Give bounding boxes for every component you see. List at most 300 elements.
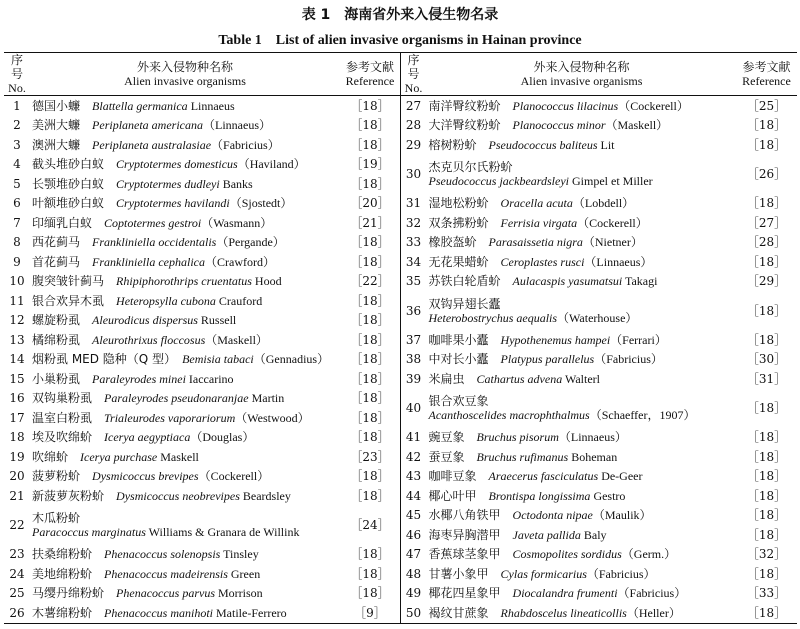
header-no-cn: 序号 — [407, 53, 420, 81]
row-number: 8 — [13, 235, 21, 250]
species-name — [427, 233, 737, 253]
species-latin-name: Rhipiphorothrips cruentatus — [116, 274, 252, 289]
table-row — [401, 330, 797, 350]
species-name — [427, 252, 737, 272]
reference-cell: ［25］ — [746, 98, 787, 113]
species-latin-name: Heteropsylla cubona — [116, 293, 216, 308]
species-cn-name: 木薯绵粉蚧 — [32, 605, 93, 620]
reference-cell: ［18］ — [746, 566, 787, 581]
species-cn-name: 扶桑绵粉蚧 — [32, 547, 93, 562]
reference-cell: ［18］ — [746, 527, 787, 542]
table-row — [401, 525, 797, 545]
table-row — [4, 506, 400, 545]
species-author: （Waterhouse） — [557, 310, 638, 325]
reference-cell: ［18］ — [350, 488, 390, 503]
table-title-en: Table 1 List of alien invasive organisms in Hainan province — [218, 33, 582, 48]
species-name — [30, 545, 340, 565]
species-cn-name: 腹突皱针蓟马 — [32, 274, 105, 289]
species-latin-name: Ceroplastes rusci — [500, 254, 585, 269]
species-author: （Linnaeus） — [203, 118, 272, 133]
row-number: 9 — [13, 254, 21, 269]
species-latin-name: Dysmicoccus brevipes — [92, 469, 199, 484]
table-row — [4, 486, 400, 506]
species-author: （Maulik） — [592, 508, 652, 523]
table-row — [401, 389, 797, 428]
row-number: 11 — [9, 293, 25, 308]
row-number: 40 — [405, 401, 422, 415]
species-author: （Westwood） — [235, 410, 310, 425]
reference-cell: ［18］ — [350, 586, 390, 601]
reference-cell: ［18］ — [746, 254, 787, 269]
header-ref-cn: 参考文献 — [345, 60, 394, 74]
species-cn-name: 豌豆象 — [428, 430, 465, 445]
name-line-1 — [429, 160, 735, 174]
reference-cell: ［18］ — [350, 118, 390, 133]
row-number: 49 — [405, 586, 422, 601]
species-cn-name: 温室白粉虱 — [32, 410, 93, 425]
reference-cell: ［18］ — [350, 547, 390, 562]
table-row — [401, 584, 797, 604]
table-row — [4, 603, 400, 623]
species-cn-name: 褐纹甘蔗象 — [428, 605, 489, 620]
species-cn-name: 西花蓟马 — [32, 235, 81, 250]
species-name — [30, 174, 340, 194]
species-latin-name: Cylas formicarius — [500, 566, 587, 581]
species-author: （Cockerell） — [577, 215, 648, 230]
species-author: Maskell — [157, 449, 199, 464]
table-row — [4, 350, 400, 370]
species-latin-name: Periplaneta australasiae — [92, 137, 212, 152]
reference-cell: ［18］ — [746, 118, 787, 133]
header-name — [427, 53, 737, 96]
reference-cell: ［18］ — [350, 332, 390, 347]
species-cn-name: 米扁虫 — [428, 371, 465, 386]
row-number: 44 — [405, 488, 422, 503]
reference-cell: ［18］ — [350, 313, 390, 328]
species-author: （Linnaeus） — [584, 254, 653, 269]
reference-cell: ［28］ — [746, 235, 787, 250]
row-number: 22 — [9, 518, 25, 532]
row-number: 30 — [405, 167, 422, 181]
reference-cell: ［18］ — [746, 449, 787, 464]
row-number: 1 — [13, 98, 21, 113]
row-number: 31 — [405, 196, 422, 211]
species-name — [427, 545, 737, 565]
species-cn-name: 中对长小蠹 — [428, 352, 489, 367]
species-name — [427, 447, 737, 467]
species-name — [427, 486, 737, 506]
left-half — [4, 52, 400, 624]
reference-cell: ［18］ — [746, 137, 787, 152]
species-cn-name: 美地绵粉蚧 — [32, 566, 93, 581]
species-latin-name: Oracella acuta — [500, 196, 573, 211]
reference-cell: ［9］ — [340, 603, 400, 623]
reference-cell: ［18］ — [350, 566, 390, 581]
species-cn-name: 无花果蜡蚧 — [428, 254, 489, 269]
species-cn-name: 长颚堆砂白蚁 — [32, 176, 105, 191]
name-line-1 — [32, 511, 338, 525]
table-row — [401, 155, 797, 194]
reference-cell: ［20］ — [350, 196, 390, 211]
row-number: 45 — [405, 508, 422, 523]
table-row — [401, 506, 797, 526]
species-author: （Cockerell） — [618, 98, 689, 113]
species-author: （Maskell） — [205, 332, 268, 347]
species-name — [30, 603, 340, 623]
reference-cell: ［18］ — [746, 469, 787, 484]
species-author: Gestro — [590, 488, 626, 503]
table-row — [4, 116, 400, 136]
table-row — [4, 96, 400, 116]
header-ref — [340, 53, 400, 96]
row-number: 33 — [405, 235, 422, 250]
species-author: （Nietner） — [582, 235, 643, 250]
name-line-2 — [429, 174, 735, 188]
species-latin-name: Cryptotermes domesticus — [116, 157, 238, 172]
species-cn-name: 银合欢豆象 — [428, 394, 489, 408]
row-number: 38 — [405, 352, 422, 367]
species-cn-name: 咖啡果小蠹 — [428, 332, 489, 347]
species-latin-name: Phenacoccus madeirensis — [104, 566, 228, 581]
reference-cell: ［30］ — [746, 352, 787, 367]
species-author: （Ferrari） — [610, 332, 667, 347]
species-name — [30, 564, 340, 584]
header-no — [401, 53, 427, 96]
species-latin-name: Platypus parallelus — [500, 352, 595, 367]
species-name — [427, 96, 737, 116]
header-ref-en: Reference — [742, 74, 791, 88]
species-cn-name: 首花蓟马 — [32, 254, 81, 269]
name-line-1 — [429, 394, 735, 408]
species-latin-name: Icerya aegyptiaca — [104, 430, 191, 445]
table-row — [401, 350, 797, 370]
species-name — [30, 389, 340, 409]
species-latin-name: Phenacoccus parvus — [116, 586, 216, 601]
species-author: Baly — [580, 527, 607, 542]
species-author: Iaccarino — [185, 371, 234, 386]
reference-cell: ［18］ — [350, 254, 390, 269]
name-line-2 — [429, 408, 735, 422]
species-author: Takagi — [622, 274, 658, 289]
table-row — [4, 233, 400, 253]
species-name — [30, 233, 340, 253]
row-number: 37 — [405, 332, 422, 347]
row-number: 23 — [9, 547, 25, 562]
table-row — [4, 155, 400, 175]
species-name — [427, 603, 737, 623]
species-cn-name: 大洋臀纹粉蚧 — [428, 118, 501, 133]
reference-cell: ［18］ — [746, 488, 787, 503]
species-cn-name: 印缅乳白蚁 — [32, 215, 93, 230]
row-number: 10 — [9, 274, 25, 289]
row-number: 29 — [405, 137, 422, 152]
species-author: Walterl — [562, 371, 601, 386]
species-cn-name: 马缨丹绵粉蚧 — [32, 586, 105, 601]
species-latin-name: Araecerus fasciculatus — [488, 469, 599, 484]
species-name — [30, 116, 340, 136]
header-name-cn: 外来入侵物种名称 — [136, 60, 233, 74]
reference-cell: ［19］ — [350, 157, 390, 172]
species-latin-name: Hypothenemus hampei — [500, 332, 611, 347]
row-number: 35 — [405, 274, 422, 289]
reference-cell: ［18］ — [350, 430, 390, 445]
species-author: Martin — [248, 391, 285, 406]
table-row — [4, 584, 400, 604]
species-cn-name: 澳洲大蠊 — [32, 137, 81, 152]
reference-cell: ［18］ — [350, 352, 390, 367]
row-number: 20 — [9, 469, 25, 484]
table-row — [401, 447, 797, 467]
name-line-2 — [429, 311, 735, 325]
species-name — [30, 447, 340, 467]
reference-cell: ［18］ — [746, 196, 787, 211]
species-author: （Crawford） — [205, 254, 275, 269]
right-body — [401, 96, 797, 624]
species-name — [427, 525, 737, 545]
species-latin-name: Bemisia tabaci — [182, 352, 254, 367]
row-number: 48 — [405, 566, 422, 581]
reference-cell: ［18］ — [746, 332, 787, 347]
species-name — [427, 369, 737, 389]
species-latin-name: Pseudococcus baliteus — [488, 137, 598, 152]
species-name — [30, 272, 340, 292]
table-row — [4, 408, 400, 428]
species-cn-name: 截头堆砂白蚁 — [32, 157, 105, 172]
species-latin-name: Diocalandra frumenti — [512, 586, 618, 601]
row-number: 3 — [13, 137, 21, 152]
species-author: （Linnaeus） — [558, 430, 627, 445]
species-name — [30, 291, 340, 311]
species-latin-name: Cryptotermes havilandi — [116, 196, 230, 211]
species-cn-name: 双条拂粉蚧 — [428, 215, 489, 230]
species-latin-name: Cathartus advena — [476, 371, 563, 386]
row-number: 16 — [9, 391, 25, 406]
species-latin-name: Aleurodicus dispersus — [92, 313, 198, 328]
species-latin-name: Javeta pallida — [512, 527, 581, 542]
species-latin-name: Frankliniella cephalica — [92, 254, 205, 269]
header-ref — [737, 53, 797, 96]
species-latin-name: Paracoccus marginatus — [32, 525, 146, 539]
species-latin-name: Dysmicoccus neobrevipes — [116, 488, 240, 503]
row-number: 41 — [405, 430, 422, 445]
name-line-2 — [32, 525, 338, 539]
species-author: Boheman — [568, 449, 618, 464]
header-ref-en: Reference — [345, 74, 395, 88]
species-cn-name: 苏铁白轮盾蚧 — [428, 274, 501, 289]
species-author: （Fabricius） — [617, 586, 687, 601]
species-author: （Wasmann） — [201, 215, 273, 230]
row-number: 4 — [13, 157, 21, 172]
species-name — [427, 291, 737, 330]
table-row — [401, 545, 797, 565]
table-title-cn: 表 1 海南省外来入侵生物名录 — [301, 7, 499, 23]
species-name — [427, 350, 737, 370]
species-author: Morrison — [215, 586, 263, 601]
table-row — [401, 135, 797, 155]
species-latin-name: Periplaneta americana — [92, 118, 204, 133]
reference-cell: ［33］ — [746, 586, 787, 601]
reference-cell: ［18］ — [350, 137, 390, 152]
header-row — [401, 53, 797, 96]
species-name — [427, 506, 737, 526]
species-author: Beardsley — [239, 488, 291, 503]
species-name — [427, 213, 737, 233]
species-name — [30, 467, 340, 487]
species-cn-name: 蚕豆象 — [428, 449, 465, 464]
row-number: 25 — [9, 586, 25, 601]
species-cn-name: 椰心叶甲 — [428, 488, 477, 503]
reference-cell: ［18］ — [746, 401, 787, 415]
table-row — [401, 486, 797, 506]
species-name — [427, 116, 737, 136]
header-name-cn: 外来入侵物种名称 — [533, 60, 630, 74]
species-author: （Pergande） — [216, 235, 285, 250]
species-name — [30, 213, 340, 233]
row-number: 15 — [9, 371, 25, 386]
header-no-en: No. — [404, 81, 423, 95]
row-number: 43 — [405, 469, 422, 484]
left-subtable — [4, 52, 400, 624]
species-name — [427, 330, 737, 350]
reference-cell: ［18］ — [737, 603, 797, 623]
table-row — [4, 428, 400, 448]
species-author: Gimpel et Miller — [569, 174, 653, 188]
species-latin-name: Paraleyrodes pseudonaranjae — [104, 391, 249, 406]
species-name — [427, 428, 737, 448]
species-author: （Schaeffer，1907） — [589, 408, 696, 422]
species-author: （Maskell） — [605, 118, 669, 133]
species-author: Tinsley — [220, 547, 259, 562]
species-cn-name: 银合欢异木虱 — [32, 293, 105, 308]
header-row — [4, 53, 400, 96]
table-row — [4, 291, 400, 311]
table-row — [401, 291, 797, 330]
species-latin-name: Pseudococcus jackbeardsleyi — [428, 174, 570, 188]
row-number: 19 — [9, 449, 25, 464]
header-no — [4, 53, 30, 96]
row-number: 12 — [9, 313, 25, 328]
row-number: 17 — [9, 410, 25, 425]
row-number: 5 — [13, 176, 21, 191]
reference-cell: ［32］ — [746, 547, 787, 562]
row-number: 39 — [405, 371, 422, 386]
row-number: 14 — [9, 352, 25, 367]
species-author: （Fabricius） — [594, 352, 663, 367]
species-latin-name: Rhabdoscelus lineaticollis — [500, 605, 627, 620]
species-latin-name: Parasaissetia nigra — [488, 235, 583, 250]
species-author: Hood — [251, 274, 282, 289]
species-author: Lit — [597, 137, 615, 152]
species-author: （Germ.） — [621, 547, 677, 562]
species-cn-name: 甘薯小象甲 — [428, 566, 489, 581]
table-row — [4, 213, 400, 233]
species-latin-name: Aleurothrixus floccosus — [92, 332, 206, 347]
species-latin-name: Trialeurodes vaporariorum — [104, 410, 236, 425]
reference-cell: ［26］ — [746, 167, 787, 181]
species-author: （Douglas） — [190, 430, 255, 445]
reference-cell: ［22］ — [350, 274, 390, 289]
table-row — [401, 233, 797, 253]
species-author: Linnaeus — [187, 98, 235, 113]
species-cn-name: 橘绵粉虱 — [32, 332, 81, 347]
species-name — [30, 584, 340, 604]
species-cn-name: 南洋臀纹粉蚧 — [428, 98, 501, 113]
reference-cell: ［18］ — [350, 98, 390, 113]
table-row — [401, 564, 797, 584]
table-row — [401, 252, 797, 272]
row-number: 32 — [405, 215, 422, 230]
species-cn-name: 菠萝粉蚧 — [32, 469, 81, 484]
species-name — [30, 428, 340, 448]
species-cn-name: 湿地松粉蚧 — [428, 196, 489, 211]
reference-cell: ［18］ — [350, 176, 390, 191]
table-row — [401, 428, 797, 448]
row-number: 18 — [9, 430, 25, 445]
species-latin-name: Planococcus lilacinus — [512, 98, 619, 113]
row-number: 24 — [9, 566, 25, 581]
species-name — [427, 135, 737, 155]
species-name — [427, 389, 737, 428]
header-name-en: Alien invasive organisms — [520, 74, 643, 88]
row-number: 27 — [405, 98, 422, 113]
reference-cell: ［21］ — [350, 215, 390, 230]
species-latin-name: Icerya purchase — [80, 449, 158, 464]
species-latin-name: Paraleyrodes minei — [92, 371, 186, 386]
species-name — [30, 155, 340, 175]
table-row — [4, 194, 400, 214]
row-number: 7 — [13, 215, 21, 230]
species-author: Russell — [197, 313, 237, 328]
species-cn-name: 美洲大蠊 — [32, 118, 81, 133]
species-cn-name: 椰花四星象甲 — [428, 586, 501, 601]
reference-cell: ［18］ — [350, 293, 390, 308]
species-name — [30, 96, 340, 116]
table-row — [4, 272, 400, 292]
table-row — [4, 389, 400, 409]
species-name — [427, 584, 737, 604]
table-row — [4, 135, 400, 155]
reference-cell: ［18］ — [746, 430, 787, 445]
species-latin-name: Ferrisia virgata — [500, 215, 578, 230]
species-author: （Fabricius） — [211, 137, 280, 152]
species-latin-name: Aulacaspis yasumatsui — [512, 274, 623, 289]
table-row — [4, 467, 400, 487]
header-ref-cn: 参考文献 — [742, 60, 791, 74]
reference-cell: ［18］ — [350, 235, 390, 250]
species-cn-name: 埃及吹绵蚧 — [32, 430, 93, 445]
species-author: （Fabricius） — [586, 566, 656, 581]
species-latin-name: Coptotermes gestroi — [104, 215, 202, 230]
species-cn-name: 水椰八角铁甲 — [428, 508, 501, 523]
species-author: Williams & Granara de Willink — [145, 525, 300, 539]
species-name — [427, 194, 737, 214]
row-number: 26 — [4, 603, 30, 623]
species-author: Green — [227, 566, 261, 581]
species-cn-name: 叶额堆砂白蚁 — [32, 196, 105, 211]
species-name — [427, 155, 737, 194]
species-author: Banks — [219, 176, 253, 191]
species-name — [427, 564, 737, 584]
reference-cell: ［23］ — [350, 449, 390, 464]
row-number: 47 — [405, 547, 422, 562]
table-row — [4, 447, 400, 467]
species-latin-name: Phenacoccus solenopsis — [104, 547, 221, 562]
reference-cell: ［18］ — [746, 303, 787, 318]
species-cn-name: 双钩巢粉虱 — [32, 391, 93, 406]
reference-cell: ［24］ — [350, 518, 390, 532]
species-author: （Haviland） — [237, 157, 306, 172]
species-name — [427, 272, 737, 292]
